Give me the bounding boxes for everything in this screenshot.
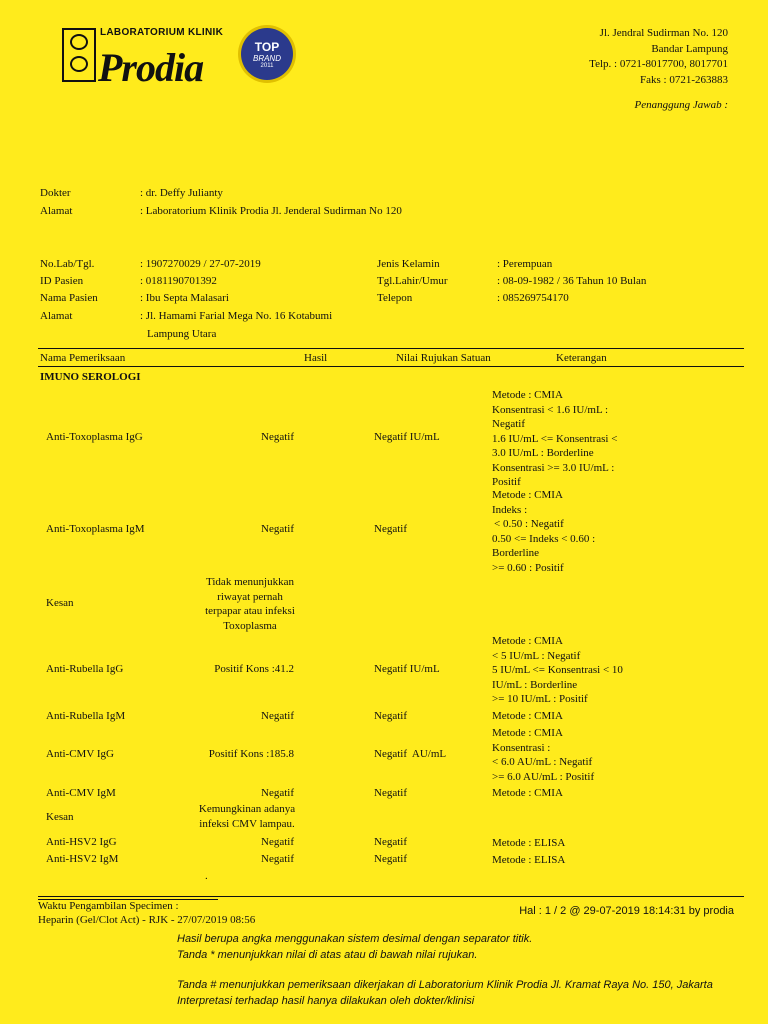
dokter-value: : dr. Deffy Julianty [140,187,223,199]
nama-value: : Ibu Septa Malasari [140,292,229,304]
table-row-keterangan: Metode : CMIA [492,710,563,722]
dokter-label: Dokter [40,187,71,199]
table-row-name: Anti-Toxoplasma IgG [46,431,143,443]
nolab-label: No.Lab/Tgl. [40,258,95,270]
table-row-hasil: Negatif [261,787,294,799]
doctor-alamat-label: Alamat [40,205,73,217]
lab-label: LABORATORIUM KLINIK [100,27,224,38]
tgl-lahir-value: : 08-09-1982 / 36 Tahun 10 Bulan [497,275,647,287]
footer-line [38,896,744,897]
patient-alamat-value-2: Lampung Utara [147,328,217,340]
top-brand-badge: TOP BRAND 2011 [241,28,293,80]
lab-address: Jl. Jendral Sudirman No. 120 Bandar Lampung Telp. : 0721-8017700, 8017701 Faks : 0721-263883 [589,27,728,86]
section-title: IMUNO SEROLOGI [40,371,141,383]
table-row-name: Anti-CMV IgG [46,748,114,760]
table-row-rujukan: Negatif [374,853,407,865]
page-info: Hal : 1 / 2 @ 29-07-2019 18:14:31 by prodia [519,905,734,917]
jk-label: Jenis Kelamin [377,258,440,270]
trailing-dot: . [205,870,208,882]
table-row-hasil: Negatif [261,836,294,848]
waktu-pengambilan: Waktu Pengambilan Specimen : Heparin (Gel/Clot Act) - RJK - 27/07/2019 08:56 [38,900,256,926]
table-row-name: Kesan [46,597,74,609]
table-row-rujukan: Negatif [374,787,407,799]
table-row-name: Anti-Rubella IgG [46,663,124,675]
table-row-rujukan: Negatif [374,836,407,848]
table-row-hasil: Negatif [261,431,294,443]
telepon-label: Telepon [377,292,413,304]
table-row-name: Anti-CMV IgM [46,787,116,799]
id-label: ID Pasien [40,275,84,287]
note-4: Interpretasi terhadap hasil hanya dilakukan oleh dokter/klinisi [177,995,475,1007]
table-row-keterangan: Metode : CMIA Konsentrasi : < 6.0 AU/mL : Negatif >= 6.0 AU/mL : Positif [492,727,595,783]
table-row-rujukan: Negatif [374,710,407,722]
table-row-hasil: Positif Kons :41.2 [214,663,294,675]
jk-value: : Perempuan [497,258,553,270]
table-row-name: Anti-Rubella IgM [46,710,126,722]
table-row-rujukan: Negatif AU/mL [374,748,447,760]
table-row-hasil: Positif Kons :185.8 [208,748,294,760]
brand-name: Prodia [98,45,204,90]
kesan-text: Tidak menunjukkan riwayat pernah terpapar atau infeksi Toxoplasma [205,576,295,632]
kesan-text: Kemungkinan adanya infeksi CMV lampau. [198,803,296,830]
doctor-alamat-value: : Laboratorium Klinik Prodia Jl. Jenderal Sudirman No 120 [140,205,402,217]
patient-alamat-label: Alamat [40,310,73,322]
col-hasil: Hasil [304,352,328,364]
prodia-logo-icon [62,28,96,82]
note-1: Hasil berupa angka menggunakan sistem desimal dengan separator titik. [177,933,533,945]
table-row-name: Anti-Toxoplasma IgM [46,523,145,535]
table-row-hasil: Negatif [261,853,294,865]
table-row-name: Kesan [46,811,74,823]
col-rujukan: Nilai Rujukan Satuan [396,352,491,364]
note-3: Tanda # menunjukkan pemeriksaan dikerjakan di Laboratorium Klinik Prodia Jl. Kramat Raya No. 150, Jakarta [177,979,713,991]
tgl-lahir-label: Tgl.Lahir/Umur [377,275,448,287]
note-2: Tanda * menunjukkan nilai di atas atau di bawah nilai rujukan. [177,949,478,961]
table-header-line [38,366,744,367]
col-keterangan: Keterangan [556,352,607,364]
nama-label: Nama Pasien [40,292,98,304]
nolab-value: : 1907270029 / 27-07-2019 [140,258,261,270]
table-row-keterangan: Metode : ELISA [492,837,566,849]
table-row-name: Anti-HSV2 IgM [46,853,119,865]
col-nama: Nama Pemeriksaan [40,352,126,364]
table-row-keterangan: Metode : ELISA [492,854,566,866]
table-row-rujukan: Negatif IU/mL [374,431,440,443]
table-row-rujukan: Negatif [374,523,407,535]
table-row-rujukan: Negatif IU/mL [374,663,440,675]
table-row-hasil: Negatif [261,523,294,535]
table-row-keterangan: Metode : CMIA < 5 IU/mL : Negatif 5 IU/mL <= Konsentrasi < 10 IU/mL : Borderline >= 10 IU/mL : Positif [492,635,623,705]
telepon-value: : 085269754170 [497,292,569,304]
table-row-name: Anti-HSV2 IgG [46,836,117,848]
table-row-keterangan: Metode : CMIA Konsentrasi < 1.6 IU/mL : Negatif 1.6 IU/mL <= Konsentrasi < 3.0 IU/mL : Borderline Konsentrasi >= 3.0 IU/mL : Positif [492,389,618,488]
table-row-keterangan: Metode : CMIA [492,787,563,799]
patient-alamat-value: : Jl. Hamami Farial Mega No. 16 Kotabumi [140,310,333,322]
table-top-line [38,348,744,349]
penanggung-jawab: Penanggung Jawab : [634,99,728,111]
table-row-keterangan: Metode : CMIA Indeks : < 0.50 : Negatif 0.50 <= Indeks < 0.60 : Borderline >= 0.60 : Positif [492,489,596,574]
id-value: : 0181190701392 [140,275,217,287]
table-row-hasil: Negatif [261,710,294,722]
